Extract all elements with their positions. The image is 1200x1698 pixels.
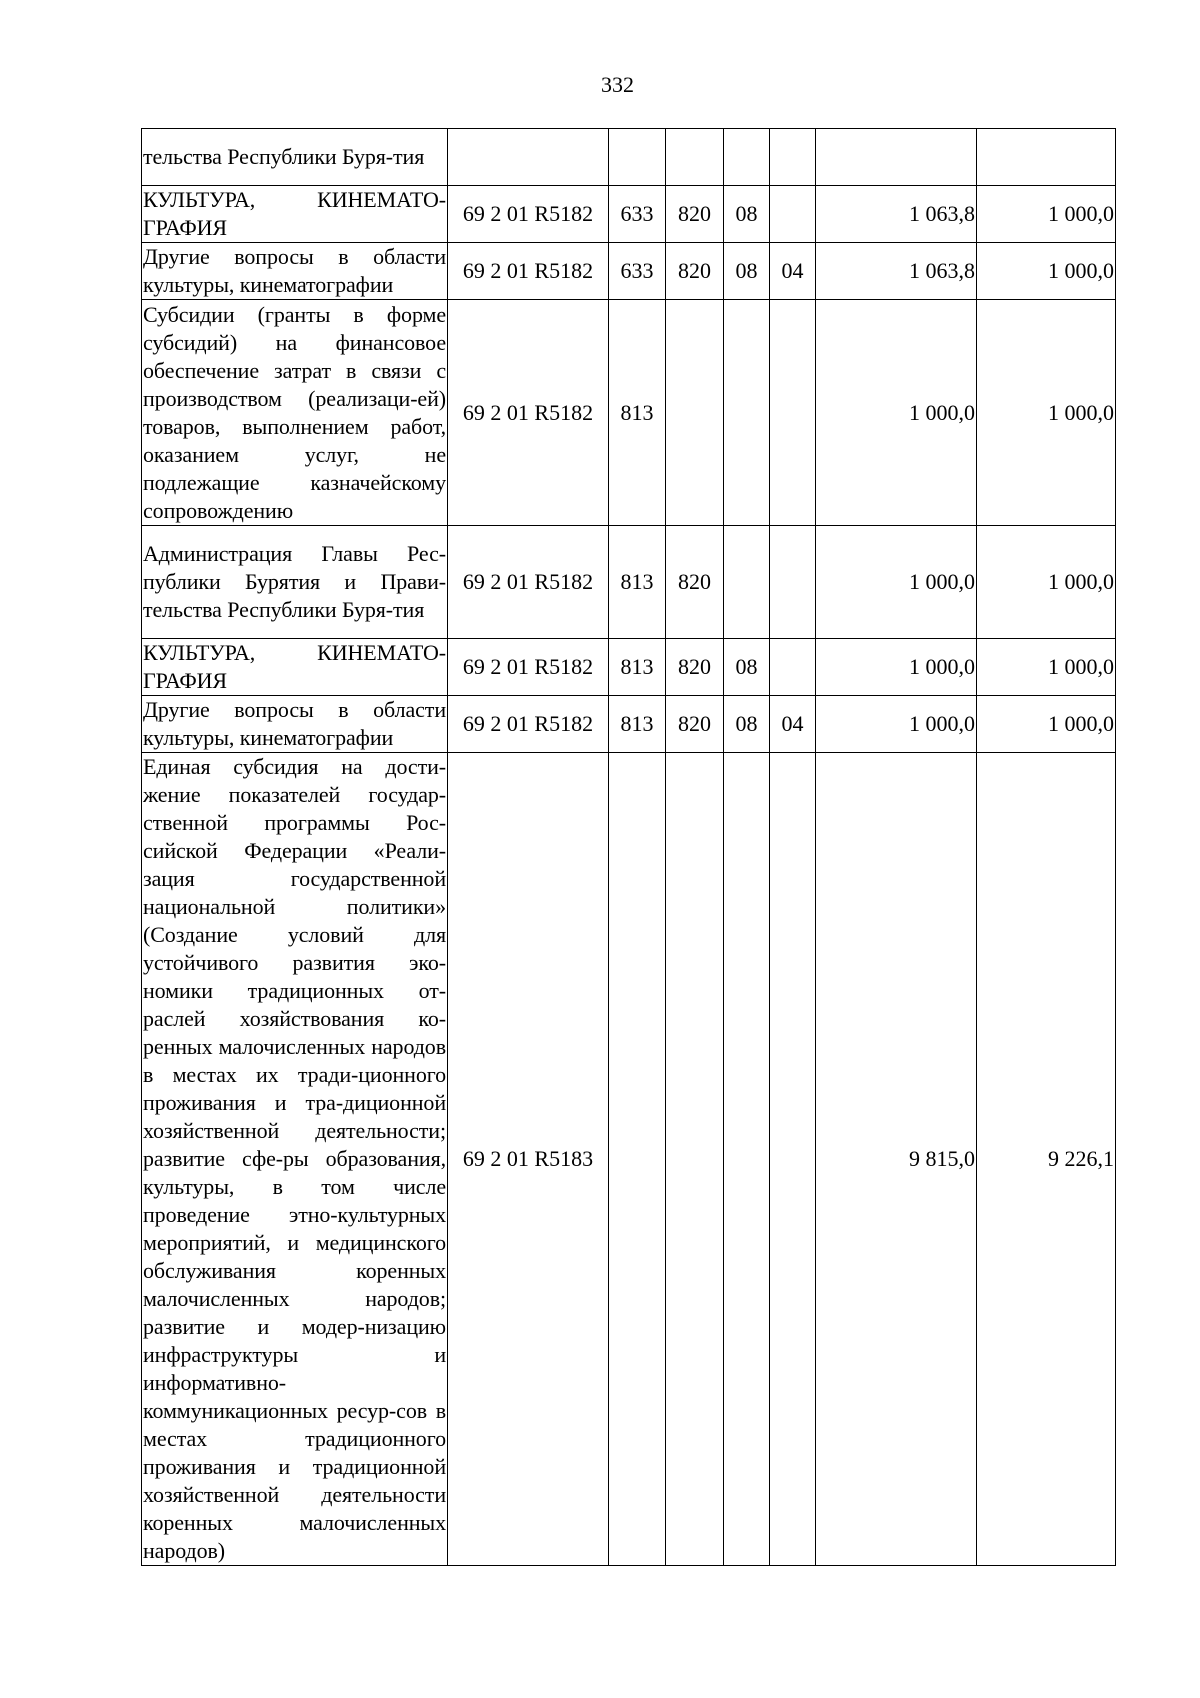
section-cell <box>724 526 770 639</box>
amount-2-cell: 9 226,1 <box>977 753 1116 1566</box>
grbs-cell <box>666 129 724 186</box>
grbs-cell: 820 <box>666 186 724 243</box>
table-row <box>142 696 1116 753</box>
expense-type-cell: 633 <box>609 186 666 243</box>
subsection-cell <box>770 526 816 639</box>
subsection-cell <box>770 639 816 696</box>
table-row <box>142 753 1116 1566</box>
grbs-cell: 820 <box>666 696 724 753</box>
section-cell: 08 <box>724 186 770 243</box>
row-name-cell: Единая субсидия на дости-жение показателей государ-ственной программы Рос-сийской Федерации «Реали-зация государственной национальной политики» (Создание условий для устойчивого развития эко-номики традиционных от-раслей хозяйствования ко-ренных малочисленных народов в местах их тради-ционного проживания и тра-диционной хозяйственной деятельности; развитие сфе-ры образования, культуры, в том числе проведение этно-культурных мероприятий, и медицинского обслуживания коренных малочисленных народов; развитие и модер-низацию инфраструктуры и информативно-коммуникационных ресур-сов в местах традиционного проживания и традиционной хозяйственной деятельности коренных малочисленных народов) <box>142 753 448 1566</box>
amount-2-cell: 1 000,0 <box>977 526 1116 639</box>
target-article-cell: 69 2 01 R5182 <box>448 300 609 526</box>
section-cell: 08 <box>724 639 770 696</box>
subsection-cell <box>770 753 816 1566</box>
target-article-cell: 69 2 01 R5182 <box>448 526 609 639</box>
subsection-cell: 04 <box>770 696 816 753</box>
target-article-cell: 69 2 01 R5182 <box>448 186 609 243</box>
target-article-cell: 69 2 01 R5182 <box>448 696 609 753</box>
expense-type-cell: 813 <box>609 639 666 696</box>
section-cell <box>724 300 770 526</box>
amount-2-cell: 1 000,0 <box>977 696 1116 753</box>
section-cell: 08 <box>724 243 770 300</box>
amount-1-cell: 1 063,8 <box>816 243 977 300</box>
amount-1-cell <box>816 129 977 186</box>
table-row <box>142 639 1116 696</box>
amount-2-cell: 1 000,0 <box>977 300 1116 526</box>
row-name-cell: КУЛЬТУРА, КИНЕМАТО-ГРАФИЯ <box>142 639 448 696</box>
amount-1-cell: 1 000,0 <box>816 526 977 639</box>
expense-type-cell <box>609 753 666 1566</box>
amount-1-cell: 1 000,0 <box>816 300 977 526</box>
row-name-cell: КУЛЬТУРА, КИНЕМАТО-ГРАФИЯ <box>142 186 448 243</box>
table-row <box>142 243 1116 300</box>
row-name-cell: Администрация Главы Рес-публики Бурятия и Прави-тельства Республики Буря-тия <box>142 526 448 639</box>
target-article-cell: 69 2 01 R5182 <box>448 639 609 696</box>
grbs-cell <box>666 300 724 526</box>
section-cell <box>724 129 770 186</box>
expense-type-cell: 633 <box>609 243 666 300</box>
amount-1-cell: 1 000,0 <box>816 639 977 696</box>
amount-2-cell: 1 000,0 <box>977 243 1116 300</box>
expense-type-cell: 813 <box>609 696 666 753</box>
row-name-cell: тельства Республики Буря-тия <box>142 129 448 186</box>
amount-2-cell: 1 000,0 <box>977 639 1116 696</box>
target-article-cell: 69 2 01 R5182 <box>448 243 609 300</box>
grbs-cell <box>666 753 724 1566</box>
grbs-cell: 820 <box>666 526 724 639</box>
section-cell <box>724 753 770 1566</box>
grbs-cell: 820 <box>666 639 724 696</box>
subsection-cell <box>770 186 816 243</box>
budget-table-body <box>142 129 1116 1566</box>
expense-type-cell: 813 <box>609 300 666 526</box>
row-name-cell: Другие вопросы в области культуры, кинематографии <box>142 243 448 300</box>
amount-1-cell: 9 815,0 <box>816 753 977 1566</box>
budget-table <box>141 128 1116 1566</box>
expense-type-cell <box>609 129 666 186</box>
row-name-cell: Другие вопросы в области культуры, кинематографии <box>142 696 448 753</box>
table-row <box>142 300 1116 526</box>
grbs-cell: 820 <box>666 243 724 300</box>
expense-type-cell: 813 <box>609 526 666 639</box>
subsection-cell: 04 <box>770 243 816 300</box>
subsection-cell <box>770 129 816 186</box>
table-row <box>142 186 1116 243</box>
amount-1-cell: 1 063,8 <box>816 186 977 243</box>
table-row <box>142 526 1116 639</box>
target-article-cell: 69 2 01 R5183 <box>448 753 609 1566</box>
table-row <box>142 129 1116 186</box>
amount-2-cell: 1 000,0 <box>977 186 1116 243</box>
subsection-cell <box>770 300 816 526</box>
amount-1-cell: 1 000,0 <box>816 696 977 753</box>
target-article-cell <box>448 129 609 186</box>
page-number: 332 <box>601 72 634 97</box>
section-cell: 08 <box>724 696 770 753</box>
row-name-cell: Субсидии (гранты в форме субсидий) на финансовое обеспечение затрат в связи с производством (реализаци-ей) товаров, выполнением работ, оказанием услуг, не подлежащие казначейскому сопровождению <box>142 300 448 526</box>
amount-2-cell <box>977 129 1116 186</box>
